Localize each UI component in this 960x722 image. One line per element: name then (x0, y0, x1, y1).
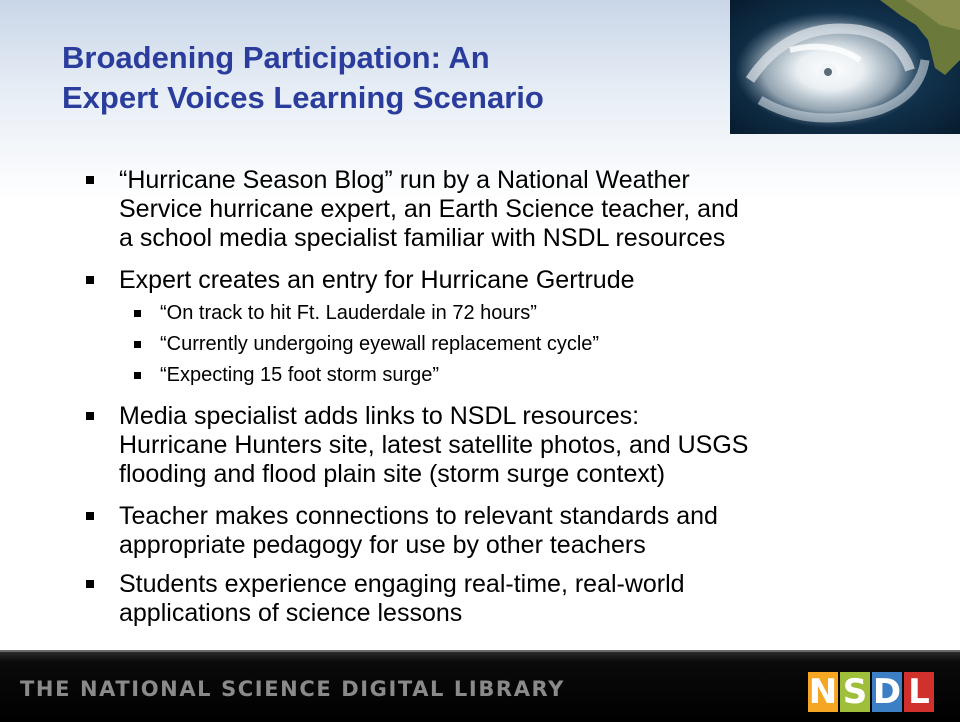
bullet-text (160, 364, 920, 387)
bullet-text (119, 402, 929, 489)
footer-bar (0, 650, 960, 722)
bullet-line: Service hurricane expert, an Earth Science teacher, and (119, 195, 739, 223)
bullet-line: Teacher makes connections to relevant standards and (119, 502, 718, 530)
bullet-square-icon (86, 512, 94, 520)
bullet-line: applications of science lessons (119, 599, 463, 627)
bullet-text (160, 333, 920, 356)
bullet-square-icon (134, 341, 141, 348)
bullet-line: “Currently undergoing eyewall replacement cycle” (160, 333, 600, 355)
bullet-text (119, 502, 929, 560)
bullet-square-icon (86, 276, 94, 284)
bullet-line: “Expecting 15 foot storm surge” (160, 364, 440, 386)
bullet-text (160, 302, 920, 325)
title-line-1: Broadening Participation: An (62, 40, 490, 75)
bullet-square-icon (86, 412, 94, 420)
bullet-line: a school media specialist familiar with NSDL resources (119, 224, 726, 252)
bullet-text (119, 166, 929, 253)
bullet-line: “On track to hit Ft. Lauderdale in 72 hours” (160, 302, 537, 324)
bullet-square-icon (86, 580, 94, 588)
title-line-2: Expert Voices Learning Scenario (62, 80, 544, 115)
logo-letter-n: N (808, 672, 838, 712)
bullet-line: Students experience engaging real-time, real-world (119, 570, 685, 598)
logo-letter-l: L (904, 672, 934, 712)
bullet-line: Hurricane Hunters site, latest satellite photos, and USGS (119, 431, 749, 459)
bullet-square-icon (134, 372, 141, 379)
bullet-line: Media specialist adds links to NSDL resources: (119, 402, 640, 430)
bullet-square-icon (134, 310, 141, 317)
bullet-line: “Hurricane Season Blog” run by a National Weather (119, 166, 690, 194)
bullet-line: flooding and flood plain site (storm surge context) (119, 460, 666, 488)
bullet-text (119, 266, 929, 295)
bullet-line: Expert creates an entry for Hurricane Gertrude (119, 266, 635, 294)
bullet-square-icon (86, 176, 94, 184)
bullet-line: appropriate pedagogy for use by other teachers (119, 531, 646, 559)
logo-letter-s: S (840, 672, 870, 712)
bullet-text (119, 570, 929, 628)
logo-letter-d: D (872, 672, 902, 712)
footer-text: THE NATIONAL SCIENCE DIGITAL LIBRARY (20, 677, 565, 701)
